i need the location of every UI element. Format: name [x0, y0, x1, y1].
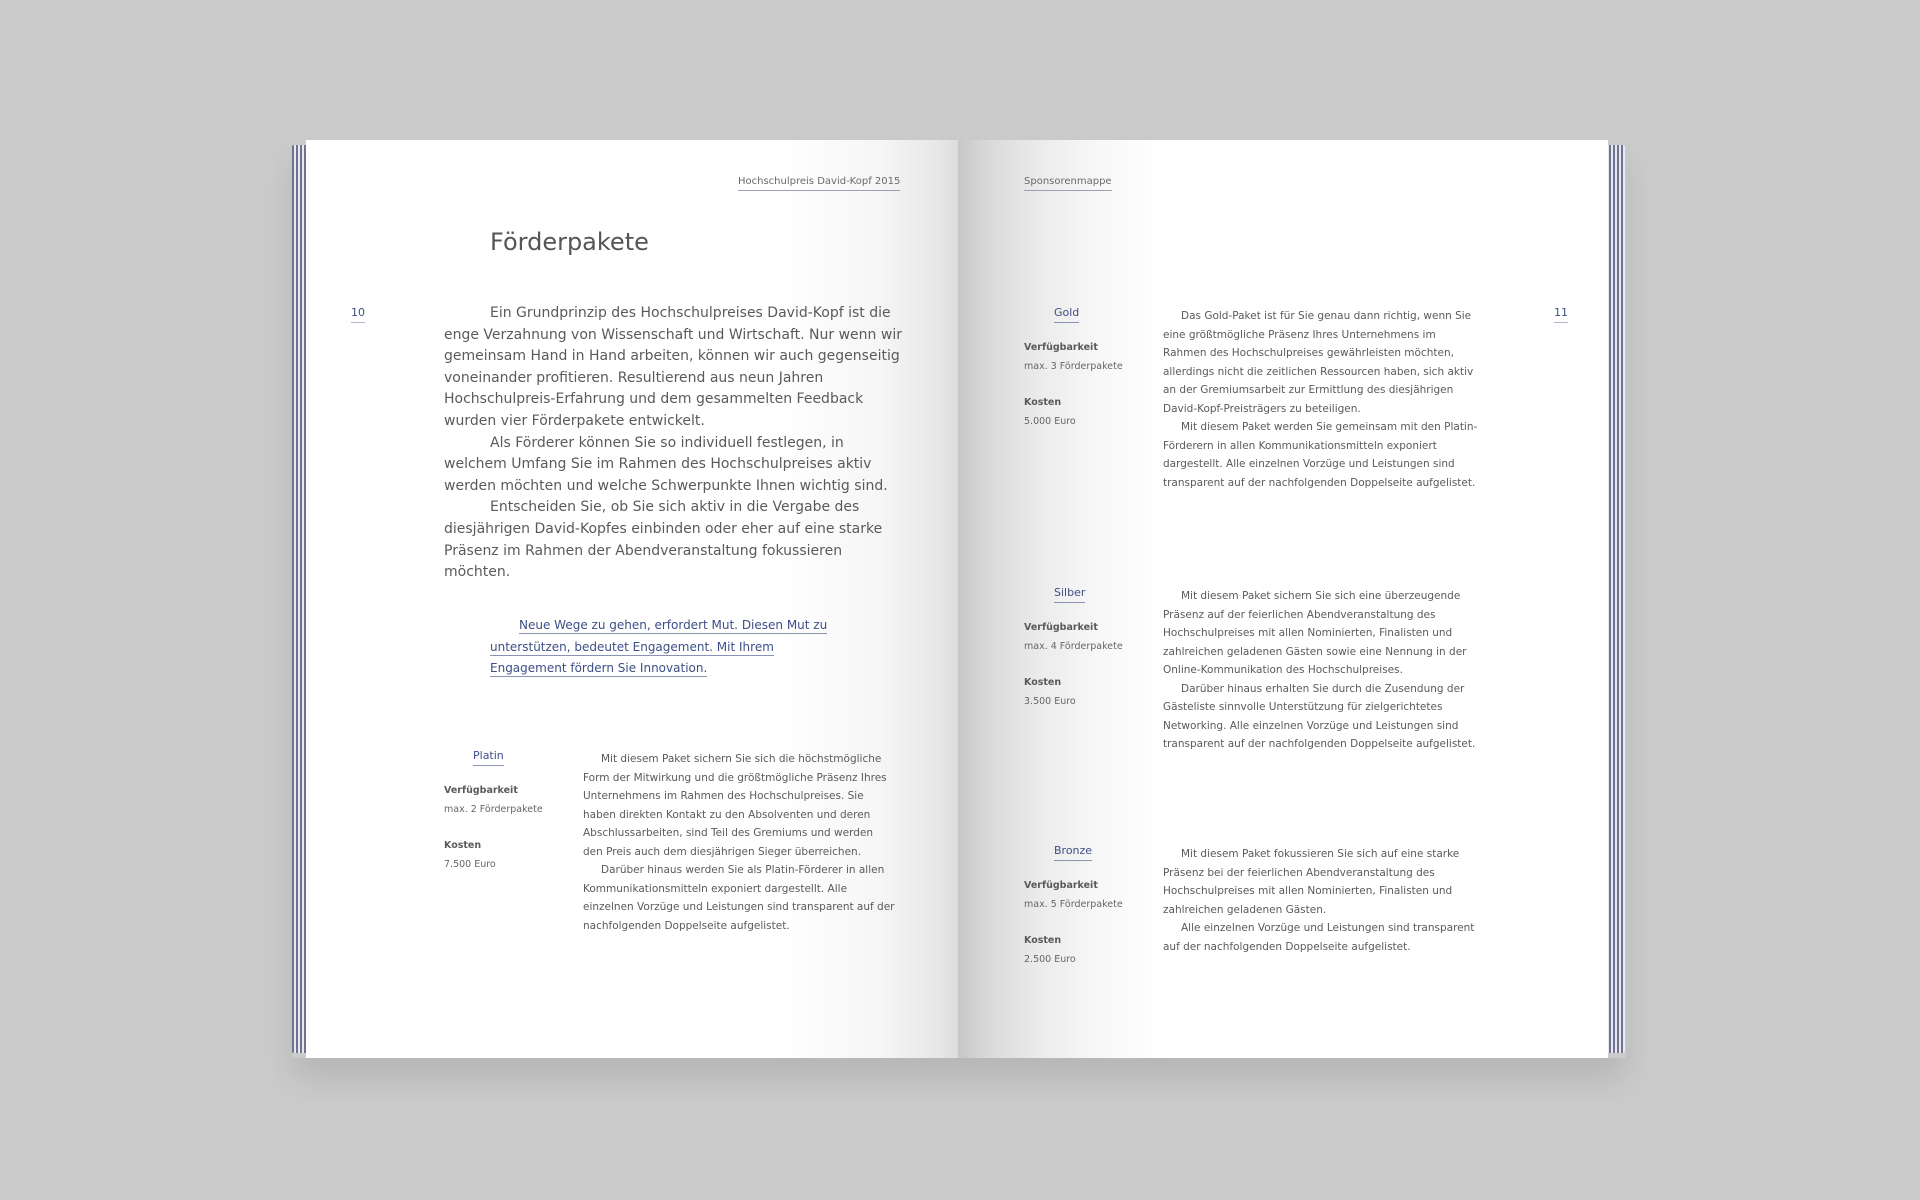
availability-label: Verfügbarkeit: [444, 785, 518, 796]
availability-label: Verfügbarkeit: [1024, 622, 1098, 633]
package-description-silber: [1163, 587, 1481, 754]
intro-paragraph: Entscheiden Sie, ob Sie sich aktiv in die Vergabe des diesjährigen David-Kopfes einbinden oder eher auf eine starke Präsenz im Rahmen der Abendveranstaltung fokussieren möchten.: [444, 499, 883, 581]
package-paragraph: Darüber hinaus werden Sie als Platin-Förderer in allen Kommunikationsmitteln exponiert dargestellt. Alle einzelnen Vorzüge und Leistungen sind transparent auf der nachfolgenden Doppelseite aufgelistet.: [583, 864, 895, 932]
page-edges-right: [1607, 145, 1625, 1053]
package-meta-gold: [1024, 339, 1164, 431]
pull-quote: [490, 615, 850, 680]
cost-label: Kosten: [1024, 677, 1062, 688]
package-paragraph: Alle einzelnen Vorzüge und Leistungen sind transparent auf der nachfolgenden Doppelseite aufgelistet.: [1163, 922, 1475, 953]
intro-paragraph: Ein Grundprinzip des Hochschulpreises David-Kopf ist die enge Verzahnung von Wissenschaft und Wirtschaft. Nur wenn wir gemeinsam Hand in Hand arbeiten, können wir auch gegenseitig voneinander profitieren. Resultierend aus neun Jahren Hochschulpreis-Erfahrung und dem gesammelten Feedback wurden vier Förderpakete entwickelt.: [444, 305, 902, 429]
package-paragraph: Darüber hinaus erhalten Sie durch die Zusendung der Gästeliste sinnvolle Unterstützung für zielgerichtetes Networking. Alle einzelnen Vorzüge und Leistungen sind transparent auf der nachfolgenden Doppelseite aufgelistet.: [1163, 682, 1476, 750]
page-title: Förderpakete: [490, 228, 649, 256]
package-paragraph: Mit diesem Paket sichern Sie sich die höchstmögliche Form der Mitwirkung und die größtmögliche Präsenz Ihres Unternehmens im Rahmen des Hochschulpreises. Sie haben direkten Kontakt zu den Absolventen und deren Abschlussarbeiten, sind Teil des Gremiums und werden den Preis auch dem diesjährigen Sieger überreichen.: [583, 753, 887, 858]
availability-value: max. 4 Förderpakete: [1024, 640, 1123, 652]
package-description-platin: [583, 750, 895, 935]
package-name-gold: Gold: [1054, 306, 1079, 323]
package-meta-silber: [1024, 619, 1164, 711]
intro-text: [444, 303, 904, 584]
package-meta-bronze: [1024, 877, 1164, 969]
availability-value: max. 5 Förderpakete: [1024, 898, 1123, 910]
cost-value: 2.500 Euro: [1024, 953, 1076, 965]
right-page: [958, 140, 1608, 1058]
cost-value: 7.500 Euro: [444, 858, 496, 870]
package-paragraph: Mit diesem Paket werden Sie gemeinsam mit den Platin-Förderern in allen Kommunikationsmitteln exponiert dargestellt. Alle einzelnen Vorzüge und Leistungen sind transparent auf der nachfolgenden Doppelseite aufgelistet.: [1163, 421, 1478, 489]
package-name-bronze: Bronze: [1054, 844, 1092, 861]
package-paragraph: Mit diesem Paket fokussieren Sie sich auf eine starke Präsenz bei der feierlichen Abendveranstaltung des Hochschulpreises mit allen Nominierten, Finalisten und zahlreichen geladenen Gästen.: [1163, 848, 1460, 916]
page-number: 10: [351, 306, 365, 323]
cost-label: Kosten: [444, 840, 482, 851]
left-page: [306, 140, 958, 1058]
cost-value: 3.500 Euro: [1024, 695, 1076, 707]
availability-value: max. 3 Förderpakete: [1024, 360, 1123, 372]
page-number: 11: [1554, 306, 1568, 323]
pull-quote-text: Neue Wege zu gehen, erfordert Mut. Diesen Mut zu unterstützen, bedeutet Engagement. Mit Ihrem Engagement fördern Sie Innovation.: [490, 618, 828, 675]
availability-label: Verfügbarkeit: [1024, 880, 1098, 891]
package-description-gold: [1163, 307, 1481, 492]
cost-label: Kosten: [1024, 935, 1062, 946]
availability-value: max. 2 Förderpakete: [444, 803, 543, 815]
running-head: Sponsorenmappe: [1024, 176, 1112, 191]
package-meta-platin: [444, 782, 584, 874]
intro-paragraph: Als Förderer können Sie so individuell festlegen, in welchem Umfang Sie im Rahmen des Hochschulpreises aktiv werden möchten und welche Schwerpunkte Ihnen wichtig sind.: [444, 434, 888, 494]
cost-value: 5.000 Euro: [1024, 415, 1076, 427]
package-paragraph: Mit diesem Paket sichern Sie sich eine überzeugende Präsenz auf der feierlichen Abendveranstaltung des Hochschulpreises mit allen Nominierten, Finalisten und zahlreichen geladenen Gästen sowie eine Nennung in der Online-Kommunikation des Hochschulpreises.: [1163, 590, 1467, 676]
availability-label: Verfügbarkeit: [1024, 342, 1098, 353]
package-name-platin: Platin: [473, 749, 504, 766]
package-description-bronze: [1163, 845, 1481, 956]
running-head: Hochschulpreis David-Kopf 2015: [738, 176, 900, 191]
cost-label: Kosten: [1024, 397, 1062, 408]
package-paragraph: Das Gold-Paket ist für Sie genau dann richtig, wenn Sie eine größtmögliche Präsenz Ihres Unternehmens im Rahmen des Hochschulpreises gewährleisten möchten, allerdings nicht die zeitlichen Ressourcen haben, sich aktiv an der Gremiumsarbeit zur Ermittlung des diesjährigen David-Kopf-Preisträgers zu beteiligen.: [1163, 310, 1474, 415]
package-name-silber: Silber: [1054, 586, 1085, 603]
